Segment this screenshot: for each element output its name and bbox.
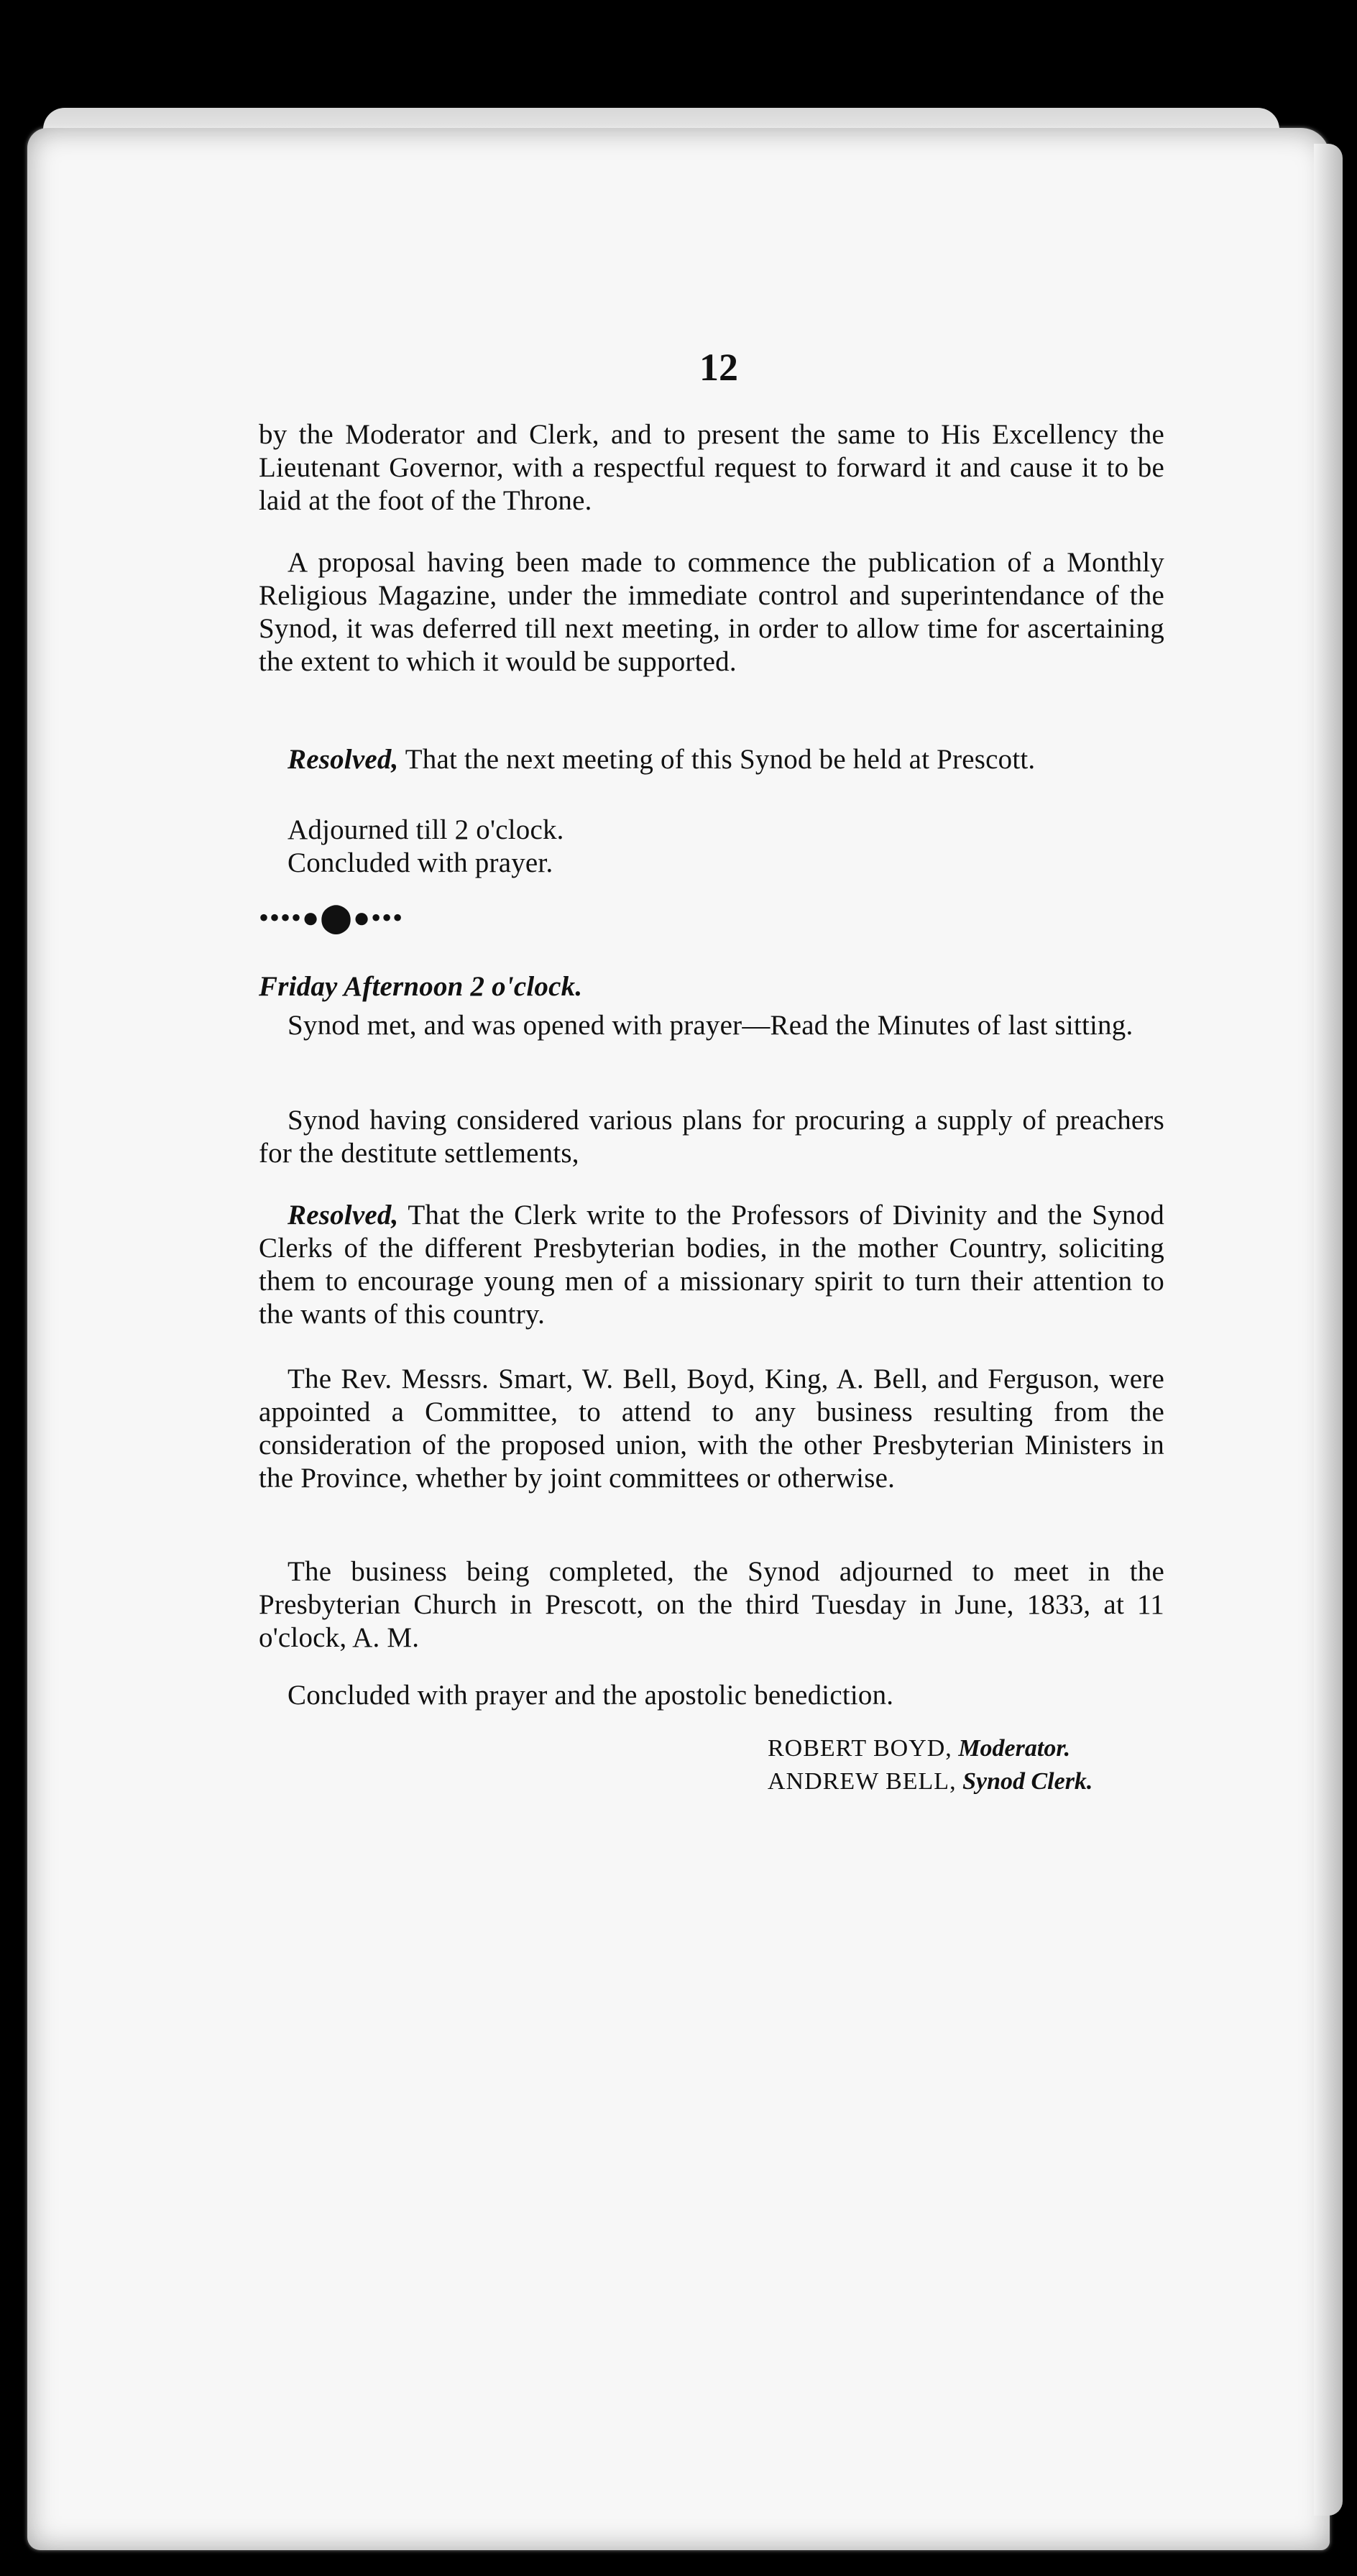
signature-line-2: [768, 1765, 1092, 1798]
text-block-2: [259, 546, 1164, 678]
clerk-role: Synod Clerk.: [962, 1768, 1093, 1795]
paragraph-preachers: Synod having considered various plans for procuring a supply of preachers for the destitute settlements,: [259, 1105, 1164, 1169]
page-right-edge: [1314, 144, 1343, 2516]
paragraph-synod-met: Synod met, and was opened with prayer—Read the Minutes of last sitting.: [288, 1010, 1133, 1041]
adjourned-line: Adjourned till 2 o'clock.: [288, 814, 564, 845]
resolved-text-2: That the Clerk write to the Professors of Divinity and the Synod Clerks of the different Presbyterian bodies, in the mother Country, soliciting them to encourage young men of a missionary spirit to turn their attention to the wants of this country.: [259, 1200, 1164, 1330]
moderator-role: Moderator.: [958, 1735, 1071, 1762]
signature-line-1: [768, 1732, 1092, 1765]
paragraph-benediction: Concluded with prayer and the apostolic benediction.: [288, 1680, 894, 1711]
signature-block: [768, 1732, 1092, 1798]
paragraph-business-completed: The business being completed, the Synod adjourned to meet in the Presbyterian Church in Prescott, on the third Tuesday in June, 1833, at 11 o'clock, A. M.: [259, 1556, 1164, 1653]
text-block-9: [259, 1555, 1164, 1655]
text-block-8: [259, 1363, 1164, 1495]
text-block-1: [259, 418, 1164, 518]
text-block-heading: [259, 970, 1164, 1003]
session-heading: Friday Afternoon 2 o'clock.: [259, 971, 583, 1002]
text-block-6: [259, 1104, 1164, 1170]
moderator-name: ROBERT BOYD,: [768, 1735, 952, 1762]
resolved-label-2: Resolved,: [288, 1200, 399, 1230]
paragraph-magazine-proposal: A proposal having been made to commence the publication of a Monthly Religious Magazine, under the immediate control and superintendance of the Synod, it was deferred till next meeting, in order to allow time for ascertaining the extent to which it would be supported.: [259, 547, 1164, 677]
resolved-text: That the next meeting of this Synod be held at Prescott.: [398, 744, 1036, 775]
text-block-ornament: [259, 901, 1164, 934]
paragraph-continued: by the Moderator and Clerk, and to present the same to His Excellency the Lieutenant Governor, with a respectful request to forward it and cause it to be laid at the foot of the Throne.: [259, 419, 1164, 516]
text-block-10: [259, 1679, 1164, 1712]
section-ornament: ••••●⬤●•••: [259, 901, 404, 934]
paragraph-resolved-prescott: [259, 743, 1164, 776]
text-block-7: [259, 1199, 1164, 1331]
paragraph-committee: The Rev. Messrs. Smart, W. Bell, Boyd, King, A. Bell, and Ferguson, were appointed a Committee, to attend to any business resulting from the consideration of the proposed union, with the other Presbyterian Ministers in the Province, whether by joint committees or otherwise.: [259, 1363, 1164, 1494]
text-block-3: [259, 743, 1164, 776]
resolved-label: Resolved,: [288, 744, 399, 775]
text-block-4: [259, 814, 1164, 880]
text-block-5: [259, 1009, 1164, 1042]
paragraph-resolved-clerk: [259, 1199, 1164, 1331]
concluded-prayer-line: Concluded with prayer.: [288, 847, 553, 878]
clerk-name: ANDREW BELL,: [768, 1768, 957, 1795]
page-number: 12: [699, 346, 738, 389]
